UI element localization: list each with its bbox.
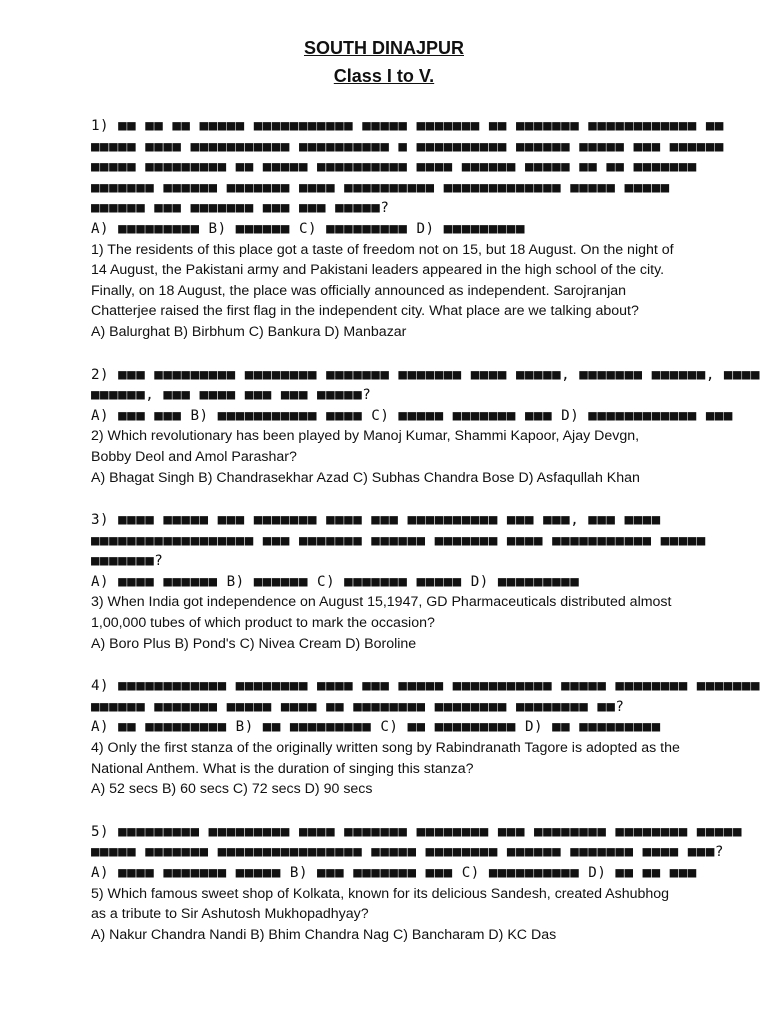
question-english-text: 3) When India got independence on August 15,1947, GD Pharmaceuticals distributed almost 1,00,000 tubes of which product to mark the occasion? — [91, 594, 672, 632]
question-bengali-line: 4) ■■■■■■■■■■■■ ■■■■■■■■ ■■■■ ■■■ ■■■■■ ■■■■■■■■■■■ ■■■■■ ■■■■■■■■ ■■■■■■■ — [91, 678, 761, 695]
question-block — [91, 116, 724, 343]
question-english-text: 2) Which revolutionary has been played by Manoj Kumar, Shammi Kapoor, Ajay Devgn, Bobby Deol and Amol Parashar? — [91, 428, 640, 465]
question-english-options: A) Nakur Chandra Nandi B) Bhim Chandra Nag C) Bancharam D) KC Das — [91, 926, 557, 943]
question-bengali-line: ■■■■■■, ■■■ ■■■■ ■■■ ■■■ ■■■■■? — [91, 387, 372, 404]
question-english-options: A) Boro Plus B) Pond's C) Nivea Cream D) Boroline — [91, 635, 417, 652]
question-bengali-line: ■■■■■ ■■■■■■■■■ ■■ ■■■■■ ■■■■■■■■■■ ■■■■ ■■■■■■ ■■■■■ ■■ ■■ ■■■■■■■ — [91, 159, 697, 176]
question-block — [91, 365, 761, 489]
question-bengali-line: 1) ■■ ■■ ■■ ■■■■■ ■■■■■■■■■■■ ■■■■■ ■■■■■■■ ■■ ■■■■■■■ ■■■■■■■■■■■■ ■■ — [91, 118, 724, 134]
question-bengali-options: A) ■■■ ■■■ B) ■■■■■■■■■■■ ■■■■ C) ■■■■■ ■■■■■■■ ■■■ D) ■■■■■■■■■■■■ ■■■ — [91, 407, 733, 424]
question-bengali-line: 2) ■■■ ■■■■■■■■■ ■■■■■■■■ ■■■■■■■ ■■■■■■■ ■■■■ ■■■■■, ■■■■■■■ ■■■■■■, ■■■■ — [91, 366, 761, 383]
question-english-text: 1) The residents of this place got a taste of freedom not on 15, but 18 August. On the night of 14 August, the Pakistani army and Pakistani leaders appeared in the high school of the city. Finally, on 18 August, the place was officially announced as independent. Sarojranjan Chatterjee raised the first flag in the independent city. What place are we talking about? — [91, 241, 674, 320]
question-bengali-options: A) ■■■■ ■■■■■■ B) ■■■■■■ C) ■■■■■■■ ■■■■■ D) ■■■■■■■■■ — [91, 573, 580, 590]
question-bengali-line: 3) ■■■■ ■■■■■ ■■■ ■■■■■■■ ■■■■ ■■■ ■■■■■■■■■■ ■■■ ■■■, ■■■ ■■■■ — [91, 512, 661, 529]
question-english-options: A) Balurghat B) Birbhum C) Bankura D) Manbazar — [91, 323, 407, 340]
question-bengali-line: ■■■■■ ■■■■ ■■■■■■■■■■■ ■■■■■■■■■■ ■ ■■■■■■■■■■ ■■■■■■ ■■■■■ ■■■ ■■■■■■ — [91, 138, 724, 155]
question-bengali-line: ■■■■■■■ ■■■■■■ ■■■■■■■ ■■■■ ■■■■■■■■■■ ■■■■■■■■■■■■■ ■■■■■ ■■■■■ — [91, 179, 670, 196]
document-subtitle: Class I to V. — [333, 66, 435, 86]
question-bengali-line: ■■■■■■■■■■■■■■■■■■ ■■■ ■■■■■■■ ■■■■■■ ■■■■■■■ ■■■■ ■■■■■■■■■■■ ■■■■■ — [91, 532, 706, 549]
question-block — [91, 822, 742, 946]
question-english-text: 4) Only the first stanza of the originally written song by Rabindranath Tagore is adopted as the National Anthem. What is the duration of singing this stanza? — [91, 740, 680, 777]
document-title: SOUTH DINAJPUR — [303, 38, 464, 58]
question-english-text: 5) Which famous sweet shop of Kolkata, known for its delicious Sandesh, created Ashubhog as a tribute to Sir Ashutosh Mukhopadhyay? — [91, 885, 670, 923]
question-bengali-options: A) ■■■■ ■■■■■■■ ■■■■■ B) ■■■ ■■■■■■■ ■■■ C) ■■■■■■■■■■ D) ■■ ■■ ■■■ — [91, 865, 697, 881]
question-english-options: A) 52 secs B) 60 secs C) 72 secs D) 90 secs — [91, 781, 373, 798]
question-bengali-line: ■■■■■■■? — [91, 553, 164, 570]
question-block — [91, 676, 761, 800]
question-bengali-line: ■■■■■■ ■■■■■■■ ■■■■■ ■■■■ ■■ ■■■■■■■■ ■■■■■■■■ ■■■■■■■■ ■■? — [91, 698, 625, 715]
questions-list — [91, 116, 761, 967]
question-bengali-options: A) ■■ ■■■■■■■■■ B) ■■ ■■■■■■■■■ C) ■■ ■■■■■■■■■ D) ■■ ■■■■■■■■■ — [91, 719, 661, 736]
question-bengali-options: A) ■■■■■■■■■ B) ■■■■■■ C) ■■■■■■■■■ D) ■■■■■■■■■ — [91, 220, 525, 237]
question-bengali-line: ■■■■■■ ■■■ ■■■■■■■ ■■■ ■■■ ■■■■■? — [91, 200, 390, 217]
question-bengali-line: 5) ■■■■■■■■■ ■■■■■■■■■ ■■■■ ■■■■■■■ ■■■■■■■■ ■■■ ■■■■■■■■ ■■■■■■■■ ■■■■■ — [91, 823, 742, 840]
question-bengali-line: ■■■■■ ■■■■■■■ ■■■■■■■■■■■■■■■■ ■■■■■ ■■■■■■■■ ■■■■■■ ■■■■■■■ ■■■■ ■■■? — [91, 844, 724, 861]
question-english-options: A) Bhagat Singh B) Chandrasekhar Azad C) Subhas Chandra Bose D) Asfaqullah Khan — [91, 469, 640, 486]
question-block — [91, 510, 706, 654]
